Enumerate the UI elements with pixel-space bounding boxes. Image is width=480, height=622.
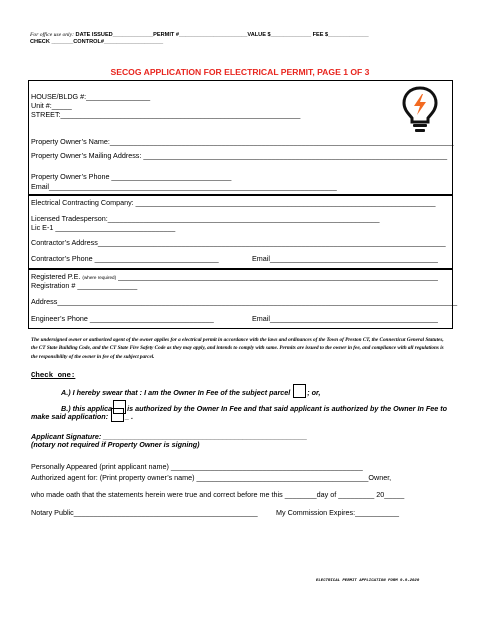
personally-appeared-field[interactable]: Personally Appeared (print applicant name) ________________________________________________ (31, 462, 363, 471)
signature-note: (notary not required if Property Owner is signing) (31, 440, 200, 449)
option-a-end: ; or, (307, 388, 321, 397)
office-use-line1: DATE ISSUED_____________PERMIT #______________________VALUE $_____________ FEE $_____________ (75, 32, 369, 38)
licensed-tradesperson-field[interactable]: Licensed Tradesperson:____________________________________________________________________ (31, 214, 380, 223)
license-e1-field[interactable]: Lic E-1 ______________________________ (31, 223, 176, 232)
applicant-signature-field[interactable]: Applicant Signature: ___________________________________________________ (31, 432, 308, 441)
engineer-address-field[interactable]: Address____________________________________________________________________________________________________ (31, 297, 458, 306)
option-b-line2-box[interactable] (111, 408, 124, 422)
pe-required-note: (where required) (82, 275, 117, 280)
page-title: SECOG APPLICATION FOR ELECTRICAL PERMIT, PAGE 1 OF 3 (110, 67, 370, 77)
street-field[interactable]: STREET:____________________________________________________________ (31, 110, 301, 119)
owner-email-field[interactable]: Email________________________________________________________________________ (31, 182, 337, 191)
option-a-text: A.) I hereby swear that : I am the Owner In Fee of the subject parcel (61, 388, 291, 397)
legal-statement: The undersigned owner or authorized agent of the owner applies for a electrical permit in accordance with the laws and ordinances of the Town of Preston CT, the Connecticut General Statutes, the CT State Building Code, and the CT State Fire Safety Code as they may apply, and intends to comply with same. Permits are issued to the owner in fee, and compliance with all regulations is the responsibility of the owner in fee of the subject parcel. (31, 337, 444, 360)
contracting-company-field[interactable]: Electrical Contracting Company: ___________________________________________________________________________ (31, 198, 436, 207)
option-b-line2 (31, 408, 133, 422)
authorized-agent-field[interactable]: Authorized agent for: (Print property owner’s name) ___________________________________________Owner, (31, 473, 392, 482)
office-use-label: For office use only: (30, 32, 74, 38)
option-b-text-start: B.) this applica (61, 404, 113, 413)
office-use-block (30, 32, 369, 46)
oath-statement[interactable]: who made oath that the statements herein were true and correct before me this ________day of _________ 20_____ (31, 490, 405, 499)
registered-pe-label: Registered P.E. (31, 272, 81, 281)
pe-line: ________________________________________________________________________________ (118, 272, 438, 281)
option-b-line2-end: _ . (125, 412, 134, 421)
unit-field[interactable]: Unit #:_____ (31, 101, 72, 110)
owner-name-field[interactable]: Property Owner’s Name:______________________________________________________________________________________ (31, 137, 454, 146)
owner-phone-field[interactable]: Property Owner’s Phone ______________________________ (31, 172, 232, 181)
option-a (61, 384, 320, 398)
contractor-phone-field[interactable]: Contractor’s Phone _______________________________ (31, 254, 219, 263)
lightbulb-bolt-icon (399, 84, 441, 134)
option-b-line2-text: make said application: (31, 412, 109, 421)
notary-public-field[interactable]: Notary Public______________________________________________ (31, 508, 258, 517)
form-footer: ELECTRICAL PERMIT APPLICATION FORM 9-9-2020 (316, 579, 420, 583)
registration-number-field[interactable]: Registration # _______________ (31, 281, 138, 290)
contractor-email-field[interactable]: Email__________________________________________ (252, 254, 438, 263)
contractor-address-field[interactable]: Contractor’s Address_______________________________________________________________________________________ (31, 238, 446, 247)
office-use-line2: CHECK _______CONTROL#___________________ (30, 39, 164, 45)
commission-expires-field[interactable]: My Commission Expires:___________ (276, 508, 400, 517)
option-b-text-end: is authorized by the Owner In Fee and that said applicant is authorized by the Owner In Fee to (127, 404, 448, 413)
owner-mailing-address-field[interactable]: Property Owner’s Mailing Address: ____________________________________________________________________________ (31, 151, 448, 160)
check-one-heading: Check one: (31, 372, 76, 380)
engineer-email-field[interactable]: Email__________________________________________ (252, 314, 438, 323)
engineer-phone-field[interactable]: Engineer’s Phone _______________________________ (31, 314, 214, 323)
house-bldg-field[interactable]: HOUSE/BLDG #:________________ (31, 92, 151, 101)
option-a-checkbox[interactable] (293, 384, 306, 398)
